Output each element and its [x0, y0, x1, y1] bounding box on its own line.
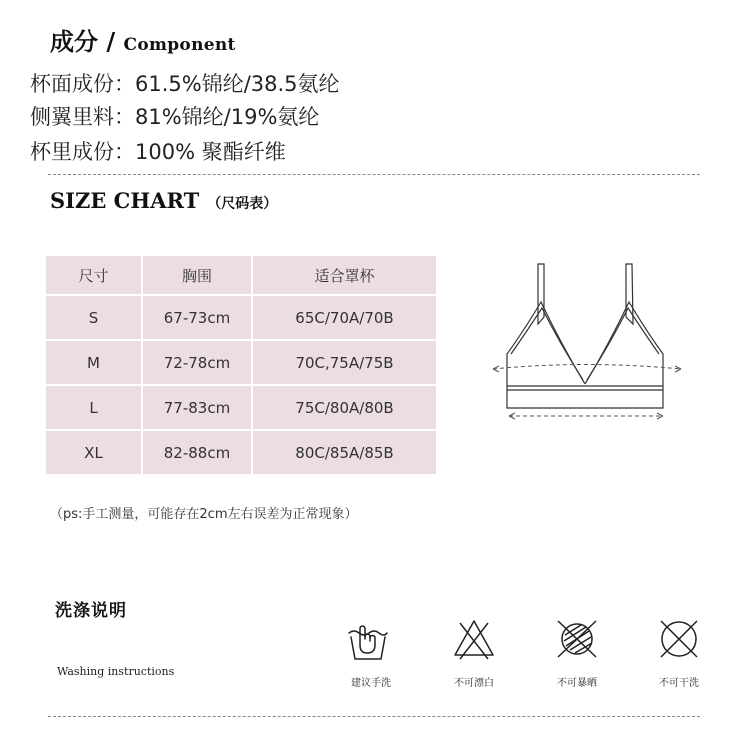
measurement-note: （ps:手工测量，可能存在2cm左右误差为正常现象）	[50, 507, 358, 522]
header-chest: 胸围	[143, 256, 251, 294]
no-sun-dry-icon	[555, 615, 599, 663]
cell-cup: 65C/70A/70B	[253, 296, 436, 339]
component-title-en: Component	[123, 35, 236, 55]
cell-chest: 72-78cm	[143, 341, 251, 384]
cell-chest: 82-88cm	[143, 431, 251, 474]
cell-size: M	[46, 341, 141, 384]
no-bleach-icon	[452, 615, 496, 663]
header-size: 尺寸	[46, 256, 141, 294]
washing-title: 洗涤说明	[55, 601, 127, 621]
size-table	[44, 254, 438, 476]
wash-label: 建议手洗	[351, 678, 391, 689]
header-cup: 适合罩杯	[253, 256, 436, 294]
table-header-row	[46, 256, 436, 294]
cell-chest: 77-83cm	[143, 386, 251, 429]
washing-title-en: Washing instructions	[57, 665, 175, 678]
cell-size: L	[46, 386, 141, 429]
wash-label: 不可漂白	[454, 678, 494, 689]
cell-size: XL	[46, 431, 141, 474]
table-row	[46, 341, 436, 384]
size-chart-title-cn: （尺码表）	[207, 196, 278, 212]
cell-cup: 80C/85A/85B	[253, 431, 436, 474]
table-row	[46, 431, 436, 474]
size-chart-title	[50, 188, 277, 213]
table-row	[46, 296, 436, 339]
bra-diagram	[485, 262, 690, 422]
component-title-cn: 成分 /	[50, 27, 116, 56]
cell-chest: 67-73cm	[143, 296, 251, 339]
cell-cup: 75C/80A/80B	[253, 386, 436, 429]
cell-size: S	[46, 296, 141, 339]
wash-label: 不可暴晒	[557, 678, 597, 689]
component-line-cup-face: 杯面成份：61.5%锦纶/38.5氨纶	[30, 72, 340, 96]
component-line-side-wing: 侧翼里料：81%锦纶/19%氨纶	[30, 105, 320, 129]
wash-label: 不可干洗	[659, 678, 699, 689]
component-line-cup-lining: 杯里成份：100% 聚酯纤维	[30, 140, 286, 164]
cell-cup: 70C,75A/75B	[253, 341, 436, 384]
hand-wash-icon	[346, 615, 390, 663]
divider	[48, 174, 700, 175]
size-chart-title-en: SIZE CHART	[50, 188, 200, 213]
divider	[48, 716, 700, 717]
no-dry-clean-icon	[657, 615, 701, 663]
table-row	[46, 386, 436, 429]
component-title	[50, 22, 236, 57]
